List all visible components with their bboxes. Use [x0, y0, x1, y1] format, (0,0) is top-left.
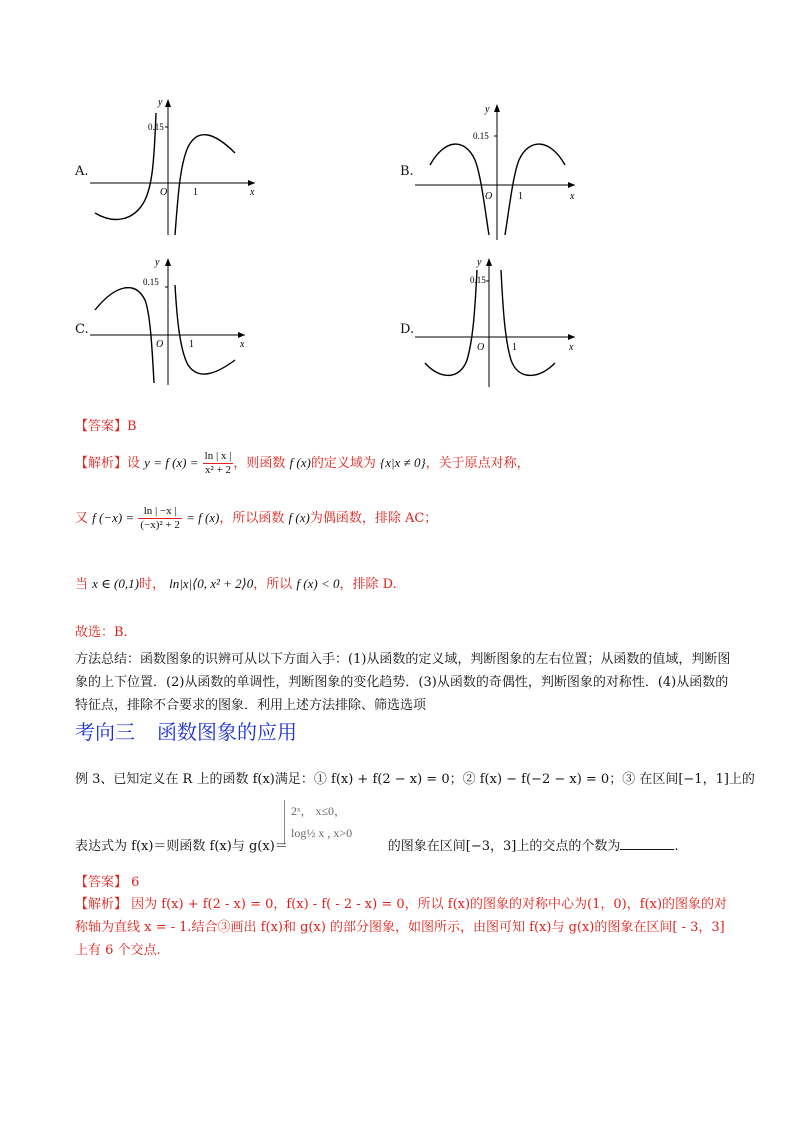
tick-label: 0.15 — [143, 277, 159, 287]
text: 表达式为 f(x)＝则函数 f(x)与 g(x)＝ — [75, 839, 288, 854]
origin-label: O — [485, 191, 493, 202]
origin-label: O — [160, 187, 168, 198]
one-label: 1 — [518, 191, 523, 202]
formula: y = f (x) = — [144, 455, 199, 470]
text: 为偶函数，排除 AC； — [309, 511, 438, 526]
y-label: y — [155, 257, 160, 268]
fraction — [203, 450, 234, 477]
answer-blank[interactable] — [620, 849, 674, 850]
y-label: y — [477, 257, 482, 268]
option-d-label[interactable]: D. — [400, 322, 415, 337]
analysis-text: 因为 f(x) + f(2 - x) = 0，f(x) - f( - 2 - x) = 0，所以 f(x)的图象的对称中心为(1，0)，f(x)的图象的对称轴为直线 x = - 1.结合③画出 f(x)和 g(x) 的部分图象，如图所示，由图可知 f(x)与 g(x)的图象在区间[ - 3，3]上有 6 个交点. — [75, 897, 728, 958]
example-3-line-1: 例 3、已知定义在 R 上的函数 f(x)满足：① f(x) + f(2 − x) = 0；② f(x) − f(−2 − x) = 0；③ 在区间[−1，1]上的 — [75, 772, 755, 787]
y-label: y — [158, 97, 163, 108]
text: 的图象在区间[−3，3]上的交点的个数为 — [387, 839, 621, 854]
text: 时， — [138, 577, 165, 592]
formula: f (x) < 0 — [296, 576, 340, 591]
answer-value: 6 — [131, 875, 140, 890]
text: ，关于原点对称， — [425, 456, 530, 471]
answer-2 — [75, 871, 139, 890]
origin-label: O — [477, 342, 485, 353]
text: 当 — [75, 577, 89, 592]
text: ，则函数 — [233, 456, 286, 471]
analysis-tag: 【解析】 — [75, 456, 128, 471]
x-label: x — [570, 191, 575, 202]
numerator: ln | −x | — [138, 505, 182, 519]
formula: {x|x ≠ 0} — [380, 455, 426, 470]
analysis-line-3 — [75, 573, 397, 592]
section-number: 考向三 — [75, 720, 135, 744]
option-a-graph[interactable] — [90, 95, 270, 240]
x-label: x — [569, 342, 574, 353]
formula: ln|x|⟨0, x² + 2⟩0 — [169, 576, 254, 591]
text: ，所以函数 — [219, 511, 285, 526]
text: . — [674, 839, 679, 854]
text: ，排除 D. — [339, 577, 397, 592]
one-label: 1 — [512, 342, 517, 353]
example-3-line-2 — [75, 835, 679, 854]
fraction — [138, 505, 182, 532]
denominator: x² + 2 — [205, 464, 232, 476]
analysis-2 — [75, 893, 735, 962]
answer-tag: 【答案】 — [75, 875, 128, 890]
text: 又 — [75, 511, 89, 526]
denominator: (−x)² + 2 — [140, 519, 180, 531]
origin-label: O — [156, 339, 164, 350]
text: ，所以 — [253, 577, 293, 592]
analysis-line-2 — [75, 505, 437, 532]
option-c-graph[interactable] — [90, 255, 270, 390]
one-label: 1 — [193, 187, 198, 198]
option-b-graph[interactable] — [415, 100, 595, 245]
numerator: ln | x | — [204, 450, 232, 462]
formula: = f (x) — [186, 510, 220, 525]
tick-label: 0.15 — [470, 275, 486, 285]
x-label: x — [250, 187, 255, 198]
formula: f (x) — [289, 455, 311, 470]
method-summary: 方法总结：函数图象的识辨可从以下方面入手：(1)从函数的定义域，判断图象的左右位置；从函数的值域，判断图象的上下位置．(2)从函数的单调性，判断图象的变化趋势．(3)从函数的奇偶性，判断图象的对称性．(4)从函数的特征点，排除不合要求的图象．利用上述方法排除、筛选选项 — [75, 652, 731, 713]
section-heading — [75, 716, 319, 745]
answer-1 — [75, 415, 137, 434]
text: 设 — [127, 456, 141, 471]
answer-tag: 【答案】 — [75, 419, 128, 434]
y-label: y — [485, 104, 490, 115]
option-d-graph[interactable] — [415, 255, 595, 390]
piece-2: log½ x , x>0 — [291, 826, 353, 840]
text: 的定义域为 — [310, 456, 376, 471]
option-c-label[interactable]: C. — [75, 322, 89, 337]
analysis-tag: 【解析】 — [75, 897, 128, 912]
formula: f (−x) = — [92, 510, 135, 525]
answer-value: B — [127, 419, 137, 434]
x-label: x — [240, 339, 245, 350]
tick-label: 0.15 — [473, 131, 489, 141]
section-title: 函数图象的应用 — [157, 720, 297, 744]
analysis-line-1 — [75, 450, 530, 477]
formula: x ∈ (0,1) — [92, 576, 139, 591]
option-b-label[interactable]: B. — [400, 164, 414, 179]
piece-1: 2ˣ， x≤0， — [291, 804, 347, 818]
one-label: 1 — [189, 339, 194, 350]
option-a-label[interactable]: A. — [75, 164, 89, 179]
conclusion: 故选：B. — [75, 625, 128, 640]
formula: f (x) — [288, 510, 310, 525]
tick-label: 0.15 — [148, 122, 164, 132]
